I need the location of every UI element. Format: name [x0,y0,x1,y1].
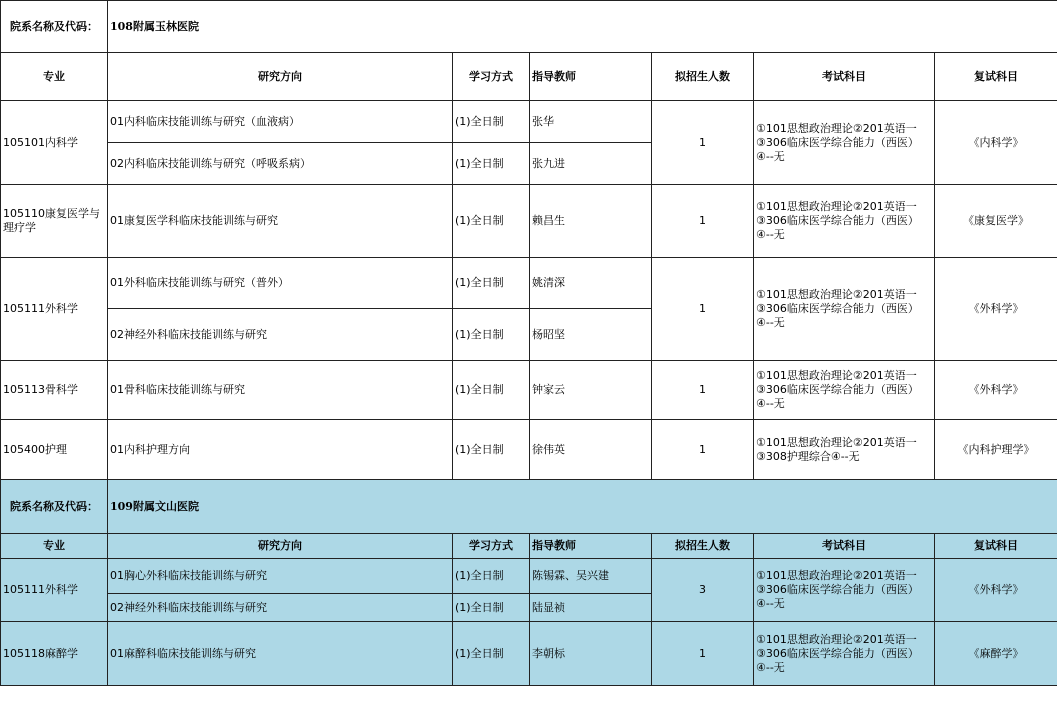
retest-cell: 《外科学》 [935,361,1057,420]
advisor-cell: 姚清深 [530,258,652,309]
mode-cell: (1)全日制 [453,258,530,309]
retest-cell: 《内科学》 [935,101,1057,185]
mode-cell: (1)全日制 [453,559,530,594]
header-major: 专业 [1,534,108,559]
mode-cell: (1)全日制 [453,594,530,622]
advisor-cell: 赖昌生 [530,185,652,258]
quota-cell: 1 [652,361,754,420]
direction-cell: 02内科临床技能训练与研究（呼吸系病） [108,143,453,185]
direction-cell: 02神经外科临床技能训练与研究 [108,309,453,361]
table-row [1,420,1057,480]
exam-cell: ①101思想政治理论②201英语一③306临床医学综合能力（西医）④--无 [754,361,935,420]
major-cell: 105101内科学 [1,101,108,185]
advisor-cell: 张华 [530,101,652,143]
advisor-cell: 张九进 [530,143,652,185]
institution-name: 109附属文山医院 [108,480,1057,534]
mode-cell: (1)全日制 [453,185,530,258]
retest-cell: 《外科学》 [935,258,1057,361]
header-retest: 复试科目 [935,534,1057,559]
quota-cell: 1 [652,420,754,480]
direction-cell: 01外科临床技能训练与研究（普外） [108,258,453,309]
header-direction: 研究方向 [108,534,453,559]
institution-name: 108附属玉林医院 [108,1,1057,53]
advisor-cell: 钟家云 [530,361,652,420]
table-row [1,361,1057,420]
exam-cell: ①101思想政治理论②201英语一③306临床医学综合能力（西医）④--无 [754,185,935,258]
direction-cell: 02神经外科临床技能训练与研究 [108,594,453,622]
direction-cell: 01康复医学科临床技能训练与研究 [108,185,453,258]
mode-cell: (1)全日制 [453,143,530,185]
direction-cell: 01骨科临床技能训练与研究 [108,361,453,420]
table-row [1,258,1057,309]
advisor-cell: 陆显祯 [530,594,652,622]
direction-cell: 01胸心外科临床技能训练与研究 [108,559,453,594]
header-row [1,534,1057,559]
retest-cell: 《康复医学》 [935,185,1057,258]
table-row [1,559,1057,594]
major-cell: 105111外科学 [1,559,108,622]
header-major: 专业 [1,53,108,101]
retest-cell: 《麻醉学》 [935,622,1057,686]
exam-cell: ①101思想政治理论②201英语一③306临床医学综合能力（西医）④--无 [754,258,935,361]
major-cell: 105113骨科学 [1,361,108,420]
header-exam: 考试科目 [754,53,935,101]
major-cell: 105110康复医学与理疗学 [1,185,108,258]
quota-cell: 1 [652,258,754,361]
institution-row [1,1,1057,53]
institution-row [1,480,1057,534]
mode-cell: (1)全日制 [453,361,530,420]
mode-cell: (1)全日制 [453,420,530,480]
exam-cell: ①101思想政治理论②201英语一③308护理综合④--无 [754,420,935,480]
header-exam: 考试科目 [754,534,935,559]
quota-cell: 1 [652,185,754,258]
header-mode: 学习方式 [453,53,530,101]
direction-cell: 01内科护理方向 [108,420,453,480]
exam-cell: ①101思想政治理论②201英语一③306临床医学综合能力（西医）④--无 [754,622,935,686]
quota-cell: 3 [652,559,754,622]
quota-cell: 1 [652,101,754,185]
retest-cell: 《内科护理学》 [935,420,1057,480]
mode-cell: (1)全日制 [453,101,530,143]
advisor-cell: 李朝标 [530,622,652,686]
header-row [1,53,1057,101]
table-row [1,622,1057,686]
header-advisor: 指导教师 [530,534,652,559]
advisor-cell: 徐伟英 [530,420,652,480]
direction-cell: 01麻醉科临床技能训练与研究 [108,622,453,686]
header-quota: 拟招生人数 [652,53,754,101]
header-quota: 拟招生人数 [652,534,754,559]
header-mode: 学习方式 [453,534,530,559]
header-retest: 复试科目 [935,53,1057,101]
table-row [1,185,1057,258]
exam-cell: ①101思想政治理论②201英语一③306临床医学综合能力（西医）④--无 [754,101,935,185]
direction-cell: 01内科临床技能训练与研究（血液病） [108,101,453,143]
retest-cell: 《外科学》 [935,559,1057,622]
major-cell: 105118麻醉学 [1,622,108,686]
quota-cell: 1 [652,622,754,686]
header-direction: 研究方向 [108,53,453,101]
advisor-cell: 杨昭坚 [530,309,652,361]
mode-cell: (1)全日制 [453,622,530,686]
mode-cell: (1)全日制 [453,309,530,361]
exam-cell: ①101思想政治理论②201英语一③306临床医学综合能力（西医）④--无 [754,559,935,622]
header-advisor: 指导教师 [530,53,652,101]
institution-label: 院系名称及代码： [1,480,108,534]
advisor-cell: 陈锡霖、吴兴建 [530,559,652,594]
table-row [1,101,1057,143]
major-cell: 105111外科学 [1,258,108,361]
major-cell: 105400护理 [1,420,108,480]
institution-label: 院系名称及代码： [1,1,108,53]
